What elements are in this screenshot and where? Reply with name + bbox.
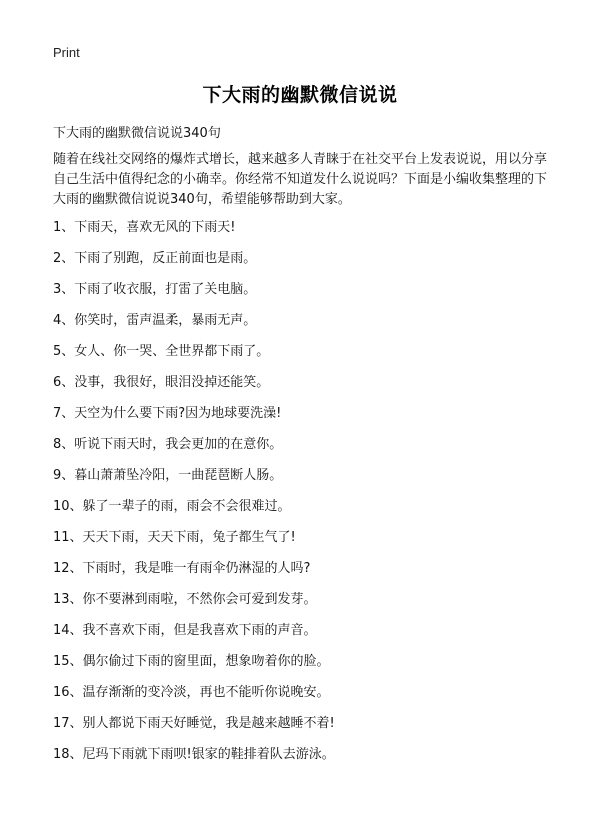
list-item: 4、你笑时，雷声温柔，暴雨无声。 (53, 313, 257, 328)
list-item: 13、你不要淋到雨啦，不然你会可爱到发芽。 (53, 592, 317, 607)
page-title: 下大雨的幽默微信说说 (202, 84, 398, 106)
list-item: 3、下雨了收衣服，打雷了关电脑。 (53, 282, 257, 297)
list-item: 10、躲了一辈子的雨，雨会不会很难过。 (53, 499, 291, 514)
list-item: 14、我不喜欢下雨，但是我喜欢下雨的声音。 (53, 623, 317, 638)
list-item: 15、偶尔偷过下雨的窗里面，想象吻着你的脸。 (53, 654, 330, 669)
list-item: 2、下雨了别跑，反正前面也是雨。 (53, 251, 257, 266)
list-item: 11、天天下雨，天天下雨，兔子都生气了! (53, 530, 296, 545)
list-item: 5、女人、你一哭、全世界都下雨了。 (53, 344, 270, 359)
print-link[interactable]: Print (53, 45, 80, 60)
list-item: 9、暮山萧萧坠冷阳，一曲琵琶断人肠。 (53, 468, 283, 483)
intro-paragraph: 随着在线社交网络的爆炸式增长，越来越多人青睐于在社交平台上发表说说，用以分享自己生活中值得纪念的小确幸。你经常不知道发什么说说吗？下面是小编收集整理的下大雨的幽默微信说说340句，希望能够帮助到大家。 (53, 152, 548, 207)
list-item: 12、下雨时，我是唯一有雨伞仍淋湿的人吗? (53, 561, 311, 576)
list-item: 8、听说下雨天时，我会更加的在意你。 (53, 437, 283, 452)
list-item: 6、没事，我很好，眼泪没掉还能笑。 (53, 375, 270, 390)
quote-list (53, 218, 563, 776)
list-item: 18、尼玛下雨就下雨呗!银家的鞋排着队去游泳。 (53, 747, 335, 762)
list-item: 7、天空为什么要下雨?因为地球要洗澡! (53, 406, 282, 421)
list-item: 16、温存渐渐的变冷淡，再也不能听你说晚安。 (53, 685, 330, 700)
page-subtitle: 下大雨的幽默微信说说340句 (53, 126, 221, 141)
list-item: 17、别人都说下雨天好睡觉，我是越来越睡不着! (53, 716, 335, 731)
list-item: 1、下雨天，喜欢无风的下雨天! (53, 220, 236, 235)
